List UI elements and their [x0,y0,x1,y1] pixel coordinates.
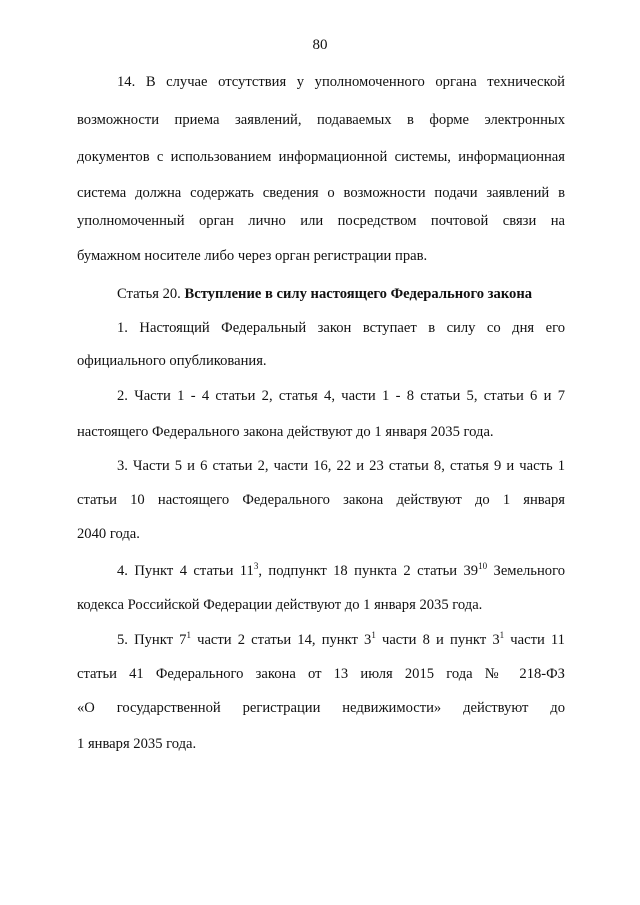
p5-text-a: 5. Пункт 7 [117,632,187,648]
article-20-label: Статья 20. [117,286,181,302]
p4-superscript-a: 3 [253,561,259,571]
paragraph-5-line-3: «О государственной регистрации недвижимости» действуют до [77,700,565,716]
p5-text-b: части 2 статьи 14, пункт 3 [190,632,372,648]
p4-text-b: , подпункт 18 пункта 2 статьи 39 [258,563,479,579]
paragraph-5-line-4: 1 января 2035 года. [77,736,197,752]
item-14-line-1: 14. В случае отсутствия у уполномоченного органа технической [117,74,565,90]
paragraph-3-line-2: статьи 10 настоящего Федерального закона действуют до 1 января [77,492,565,508]
paragraph-4-line-1 [117,562,565,580]
p5-superscript-c: 1 [499,630,505,640]
item-14-line-5: уполномоченный орган лично или посредством почтовой связи на [77,213,565,229]
paragraph-3-line-1: 3. Части 5 и 6 статьи 2, части 16, 22 и 23 статьи 8, статья 9 и часть 1 [117,458,565,474]
paragraph-2-line-2: настоящего Федерального закона действуют до 1 января 2035 года. [77,424,494,440]
paragraph-1-line-2: официального опубликования. [77,353,267,369]
p5-text-d: части 11 [504,632,565,648]
item-14-line-2: возможности приема заявлений, подаваемых в форме электронных [77,112,565,128]
p5-text-c: части 8 и пункт 3 [375,632,500,648]
p5-superscript-a: 1 [186,630,191,640]
p4-superscript-b: 10 [478,561,488,571]
paragraph-3-line-3: 2040 года. [77,526,140,542]
paragraph-5-line-1 [117,631,565,649]
p4-text-c: Земельного [487,563,565,579]
page-number: 80 [312,37,328,53]
item-14-line-6: бумажном носителе либо через орган регистрации прав. [77,248,428,264]
paragraph-5-line-2: статьи 41 Федерального закона от 13 июля 2015 года № 218-ФЗ [77,666,565,682]
article-20-title: Вступление в силу настоящего Федерального закона [184,286,533,302]
article-20-heading [117,285,532,303]
item-14-line-3: документов с использованием информационной системы, информационная [77,149,565,165]
paragraph-1-line-1: 1. Настоящий Федеральный закон вступает в силу со дня его [117,320,565,336]
p5-superscript-b: 1 [371,630,376,640]
paragraph-4-line-2: кодекса Российской Федерации действуют до 1 января 2035 года. [77,597,483,613]
paragraph-2-line-1: 2. Части 1 - 4 статьи 2, статья 4, части 1 - 8 статьи 5, статьи 6 и 7 [117,388,565,404]
item-14-line-4: система должна содержать сведения о возможности подачи заявлений в [77,185,565,201]
p4-text-a: 4. Пункт 4 статьи 11 [117,563,254,579]
